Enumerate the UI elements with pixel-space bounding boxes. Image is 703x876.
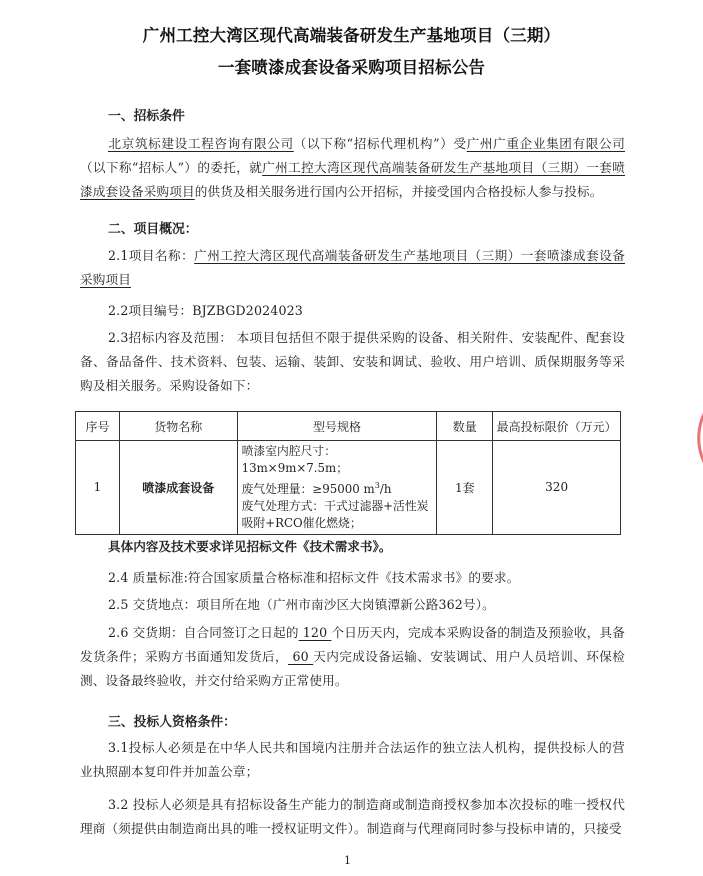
table-header: 货物名称 [119, 412, 237, 441]
delivery-text: 天内完成设备运输、安装调试、用户人员培训、环保检测、设备最终验收，并交付给采购方正常使用。 [80, 649, 625, 688]
table-header: 型号规格 [237, 412, 437, 441]
spec-text: /h [379, 481, 392, 496]
spec-line [242, 477, 433, 498]
section-1-paragraph [80, 132, 625, 204]
project-name: 广州工控大湾区现代高端装备研发生产基地项目（三期）一套喷漆成套设备采购项目 [80, 160, 625, 199]
scope-item [80, 326, 625, 398]
spec-text: 废气处理量：≥95000 m [241, 481, 375, 496]
table-header-row [76, 412, 621, 441]
qualification-text: 3.1投标人必须是在中华人民共和国境内注册并合法运作的独立法人机构，提供投标人的营业执照副本复印件并加盖公章； [80, 740, 625, 779]
project-code-item [80, 299, 625, 323]
qualification-text: 3.2 投标人必须是具有招标设备生产能力的制造商或制造商授权参加本次投标的唯一授权代理商（须提供由制造商出具的唯一授权证明文件）。制造商与代理商同时参与投标申请的，只接受 [80, 797, 625, 836]
table-header: 数量 [437, 412, 493, 441]
procurement-table [75, 411, 621, 535]
cell-goods-name: 喷漆成套设备 [119, 441, 237, 535]
project-name-label: 2.1项目名称： [108, 248, 195, 263]
project-code-label: 2.2项目编号： [108, 303, 193, 318]
cell-price: 320 [493, 441, 621, 535]
table-header: 最高投标限价（万元） [493, 412, 621, 441]
delivery-text: 个日历天内，完成本采购设备的制造及预验收，具备发货条件；采购方书面通知发货后， [80, 625, 625, 664]
title-line-1: 广州工控大湾区现代高端装备研发生产基地项目（三期） [142, 26, 561, 45]
delivery-days: 60 [288, 649, 314, 664]
delivery-days: 120 [298, 625, 332, 640]
tenderer-name: 广州广重企业集团有限公司 [466, 136, 625, 151]
table-row [76, 441, 621, 535]
delivery-text: 2.6 交货期：自合同签订之日起的 [108, 625, 299, 640]
para-text: （以下称“招标人”）的委托，就 [80, 160, 263, 175]
cell-spec [237, 441, 437, 535]
table-header: 序号 [76, 412, 120, 441]
para-text: （以下称“招标代理机构”）受 [293, 136, 467, 151]
superscript: 3 [374, 481, 380, 490]
project-code-value: BJZBGD2024023 [192, 303, 303, 318]
qualification-item-1 [80, 736, 625, 784]
spec-line: 喷漆室内腔尺寸：13m×9m×7.5m； [241, 444, 349, 475]
page-number: 1 [344, 854, 351, 867]
seal-stamp-icon [680, 400, 703, 470]
section-3-heading: 三、投标人资格条件： [108, 715, 236, 730]
cell-qty: 1套 [437, 441, 493, 535]
scope-text: 2.3招标内容及范围： 本项目包括但不限于提供采购的设备、相关附件、安装配件、配套设备、备品备件、技术资料、包装、运输、装卸、安装和调试、验收、用户培训、质保期服务等采购及相关服务。采购设备如下： [80, 330, 625, 393]
tech-requirement-note: 具体内容及技术要求详见招标文件《技术需求书》。 [108, 539, 392, 554]
quality-standard [80, 566, 625, 590]
para-text: 的供货及相关服务进行国内公开招标，并接受国内合格投标人参与投标。 [194, 184, 603, 199]
spec-line: 废气处理方式：干式过滤器+活性炭吸附+RCO催化燃烧； [241, 498, 429, 530]
delivery-location [80, 593, 625, 617]
quality-text: 2.4 质量标准:符合国家质量合格标准和招标文件《技术需求书》的要求。 [108, 570, 520, 585]
section-1-heading: 一、招标条件 [108, 109, 185, 124]
title-line-2: 一套喷漆成套设备采购项目招标公告 [217, 58, 486, 77]
delivery-period [80, 621, 625, 693]
cell-no: 1 [76, 441, 120, 535]
location-text: 2.5 交货地点：项目所在地（广州市南沙区大岗镇潭新公路362号）。 [108, 597, 495, 612]
section-2-heading: 二、项目概况： [108, 222, 198, 237]
project-name-value: 广州工控大湾区现代高端装备研发生产基地项目（三期）一套喷漆成套设备采购项目 [80, 248, 626, 287]
project-name-item [80, 244, 625, 292]
qualification-item-2 [80, 793, 625, 841]
agency-name: 北京筑标建设工程咨询有限公司 [108, 136, 294, 151]
